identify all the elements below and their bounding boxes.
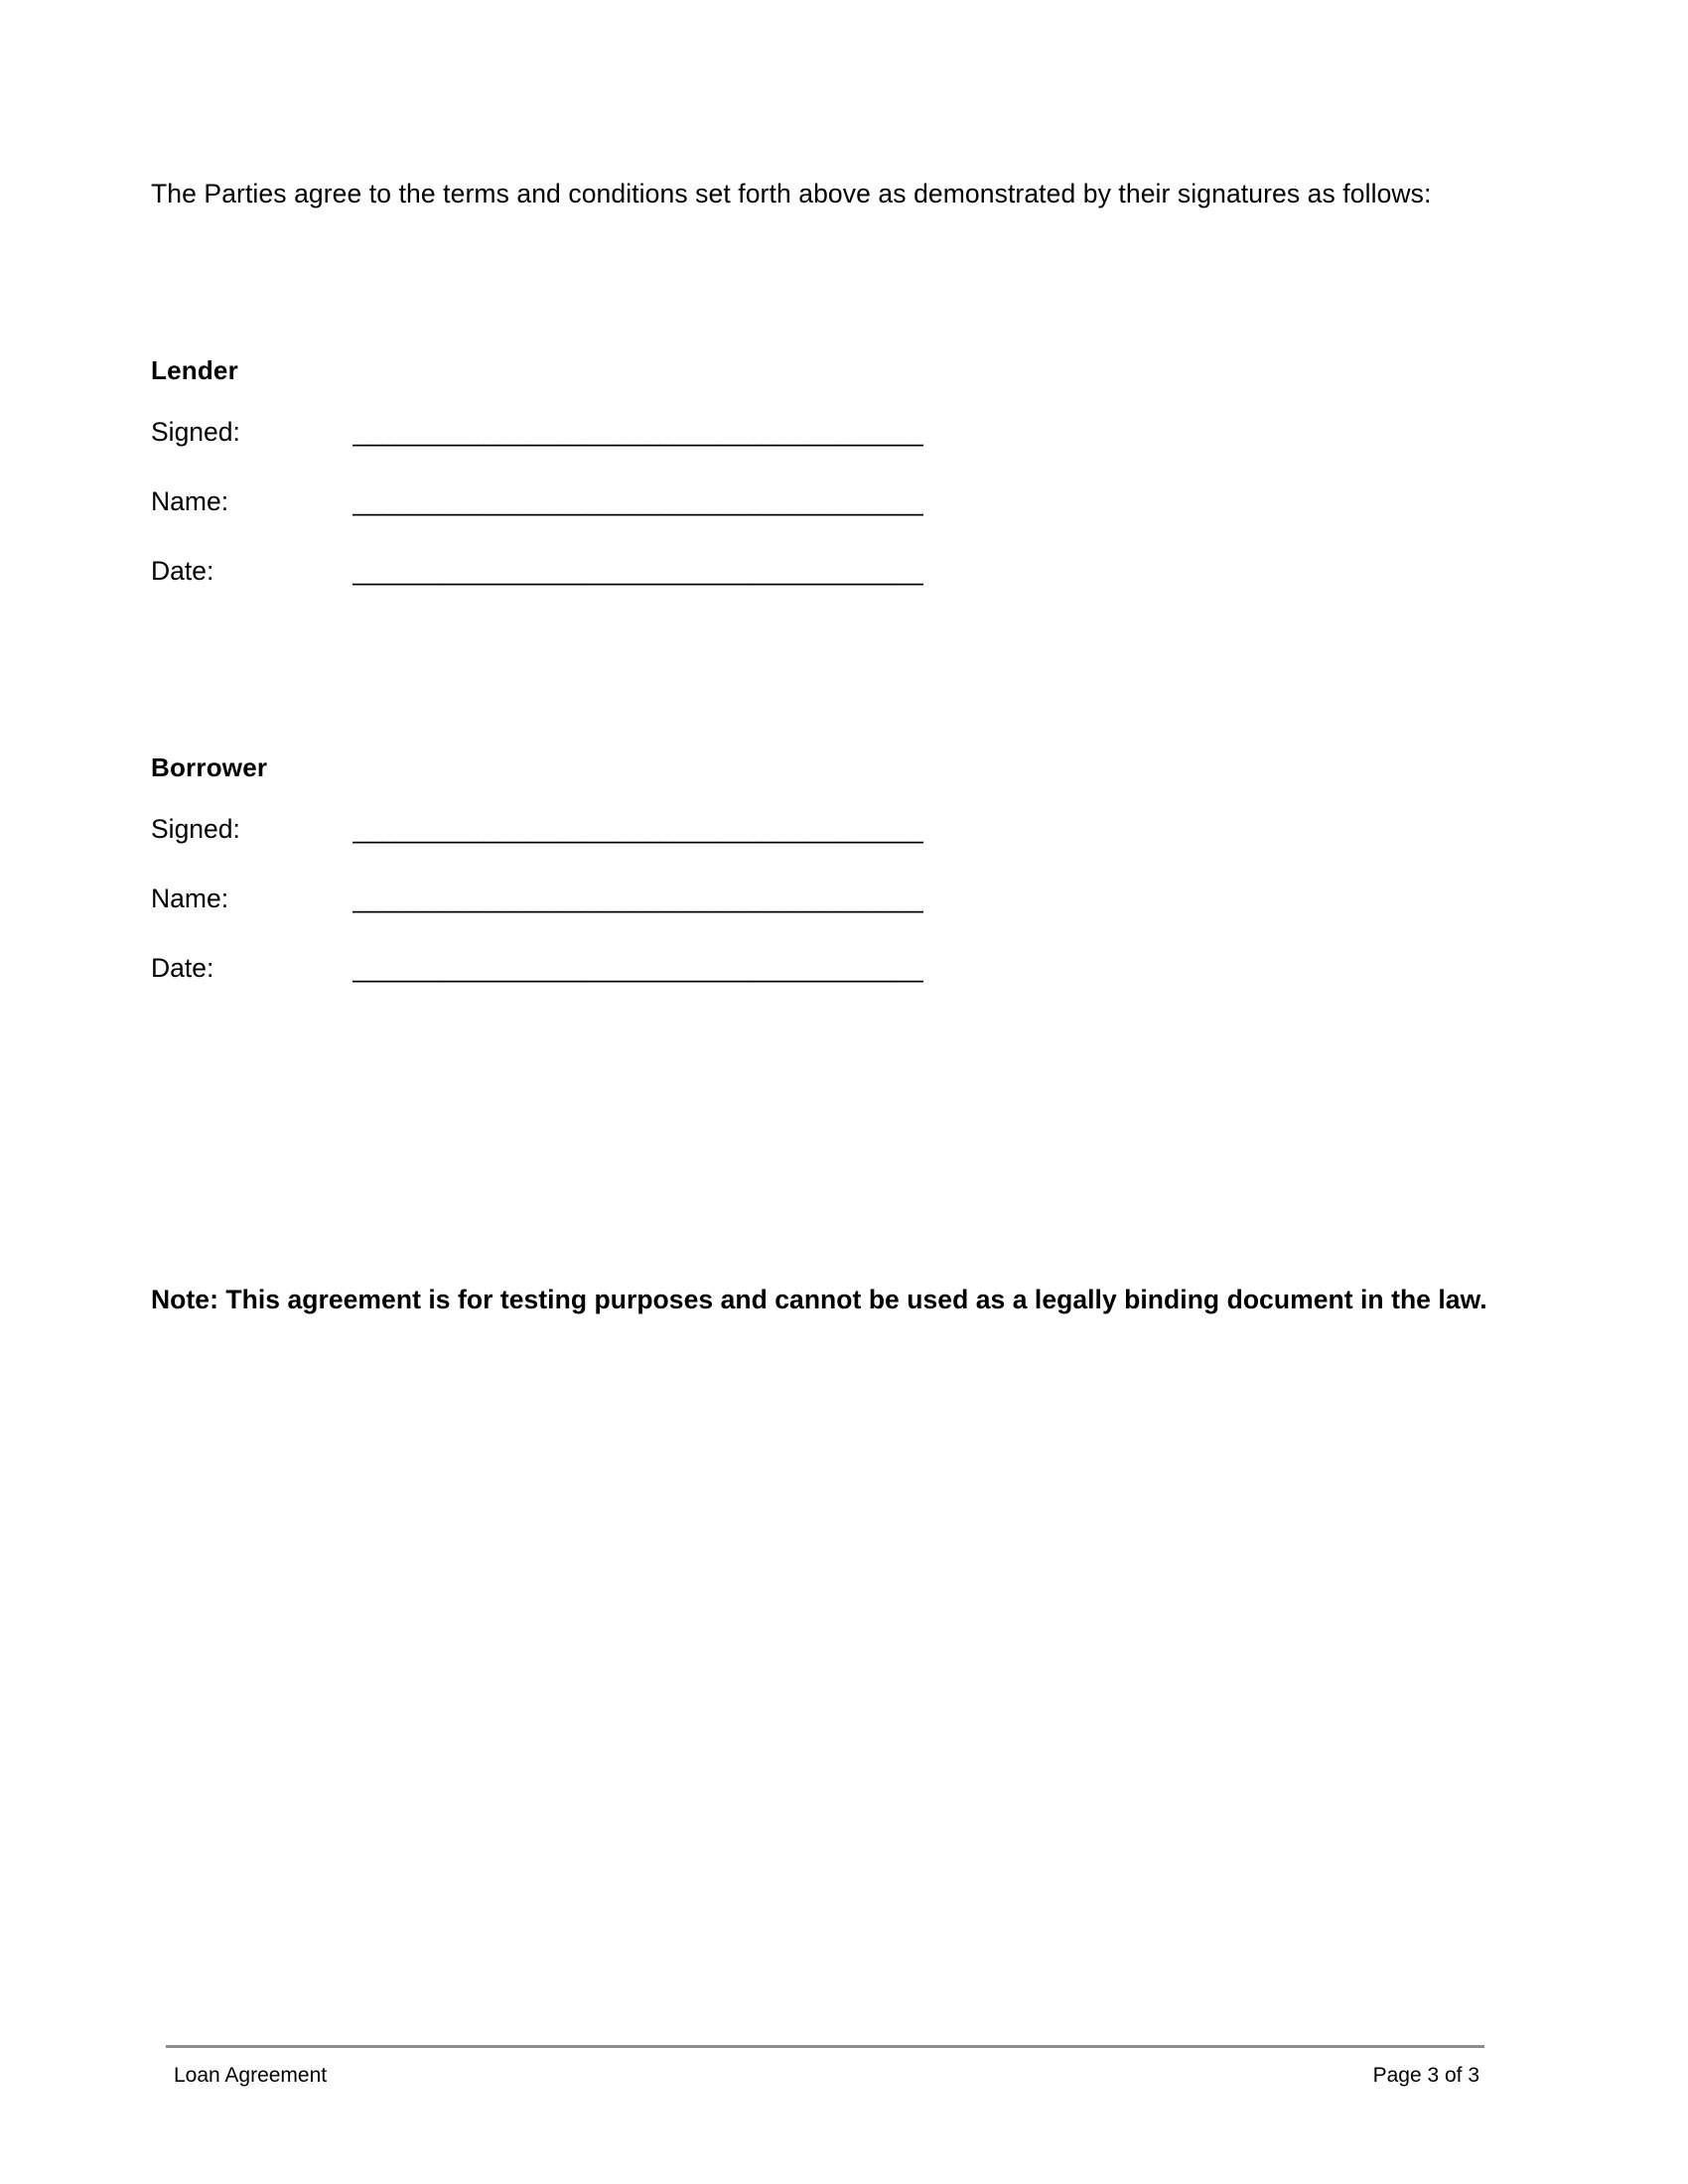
- signature-line-date[interactable]: _______________________________________: [352, 556, 923, 586]
- signature-label-date: Date:: [151, 953, 214, 983]
- signature-label-name: Name:: [151, 486, 229, 516]
- signature-row-signed: [151, 414, 1045, 464]
- signature-line-name[interactable]: _______________________________________: [352, 486, 923, 516]
- page-footer: [166, 2045, 1484, 2105]
- signature-label-signed: Signed:: [151, 417, 240, 447]
- footer-divider: [166, 2045, 1484, 2048]
- footer-page-number: Page 3 of 3: [1372, 2064, 1479, 2087]
- signature-line-date[interactable]: _______________________________________: [352, 953, 923, 983]
- signature-label-date: Date:: [151, 556, 214, 586]
- signature-row-date: [151, 553, 1045, 603]
- signature-block-heading: Borrower: [151, 752, 268, 782]
- signature-line-signed[interactable]: _______________________________________: [352, 814, 923, 844]
- signature-block-borrower: [151, 750, 1045, 1000]
- signature-row-date: [151, 950, 1045, 1000]
- signature-label-signed: Signed:: [151, 814, 240, 844]
- intro-paragraph: The Parties agree to the terms and conditions set forth above as demonstrated by their signatures as follows:: [151, 178, 1432, 208]
- disclaimer-note: Note: This agreement is for testing purposes and cannot be used as a legally binding document in the law.: [151, 1284, 1487, 1314]
- signature-line-name[interactable]: _______________________________________: [352, 884, 923, 913]
- signature-row-name: [151, 483, 1045, 533]
- signature-block-lender: [151, 352, 1045, 603]
- signature-label-name: Name:: [151, 884, 229, 913]
- footer-document-title: Loan Agreement: [174, 2064, 328, 2087]
- signature-block-heading: Lender: [151, 355, 238, 385]
- footer-row: [174, 2061, 1479, 2091]
- signature-line-signed[interactable]: _______________________________________: [352, 417, 923, 447]
- signature-row-name: [151, 881, 1045, 930]
- signature-row-signed: [151, 811, 1045, 861]
